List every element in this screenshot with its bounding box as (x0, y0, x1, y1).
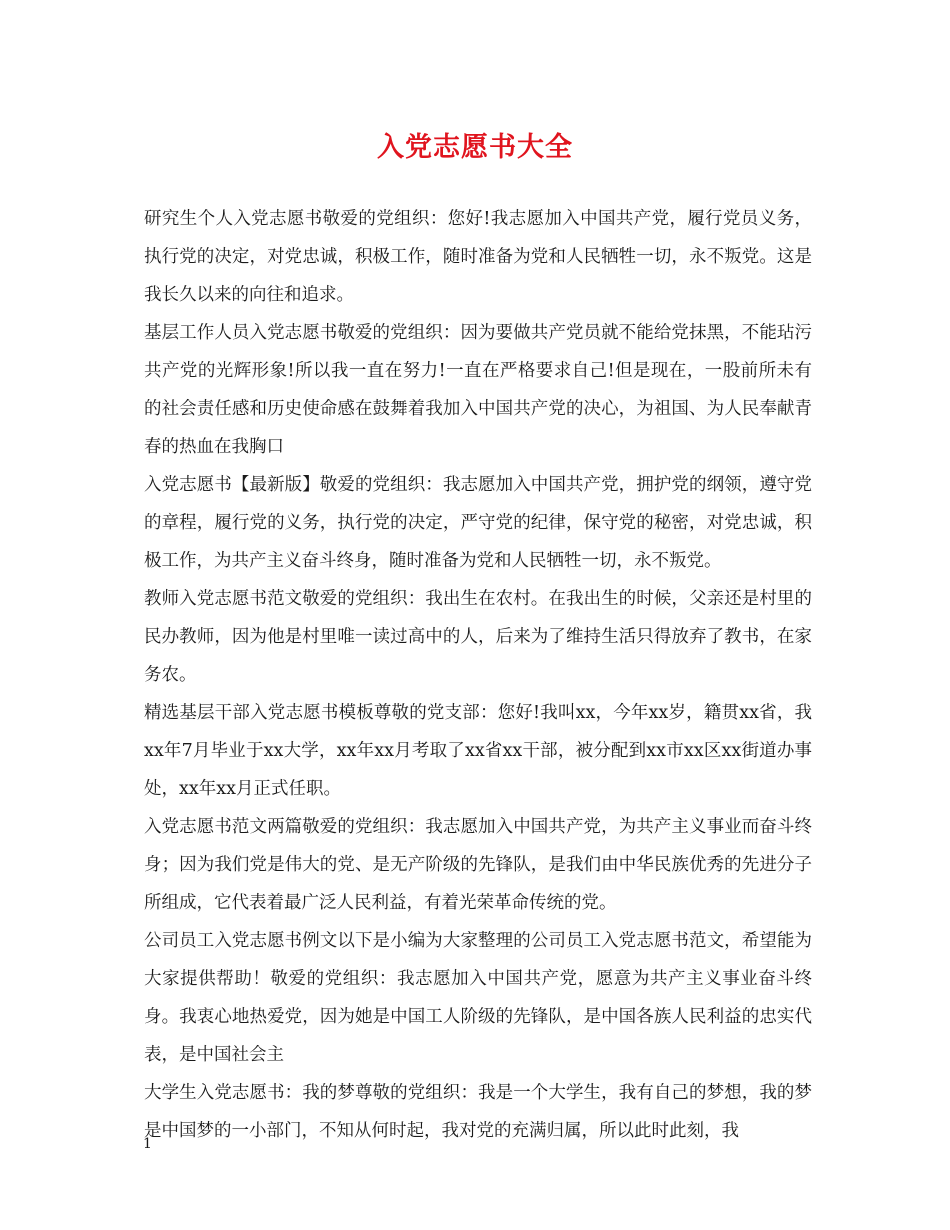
paragraph: 入党志愿书【最新版】敬爱的党组织：我志愿加入中国共产党，拥护党的纲领，遵守党的章程，履行党的义务，执行党的决定，严守党的纪律，保守党的秘密，对党忠诚，积极工作，为共产主义奋斗终身，随时准备为党和人民牺牲一切，永不叛党。 (144, 475, 812, 571)
paragraph: 入党志愿书范文两篇敬爱的党组织：我志愿加入中国共产党，为共产主义事业而奋斗终身；因为我们党是伟大的党、是无产阶级的先锋队，是我们由中华民族优秀的先进分子所组成，它代表着最广泛人民利益，有着光荣革命传统的党。 (144, 817, 812, 913)
paragraph: 研究生个人入党志愿书敬爱的党组织：您好!我志愿加入中国共产党，履行党员义务，执行党的决定，对党忠诚，积极工作，随时准备为党和人民牺牲一切，永不叛党。这是我长久以来的向往和追求。 (144, 209, 812, 305)
paragraph: 教师入党志愿书范文敬爱的党组织：我出生在农村。在我出生的时候，父亲还是村里的民办教师，因为他是村里唯一读过高中的人，后来为了维持生活只得放弃了教书，在家务农。 (144, 589, 812, 685)
paragraph: 基层工作人员入党志愿书敬爱的党组织：因为要做共产党员就不能给党抹黑，不能玷污共产党的光辉形象!所以我一直在努力!一直在严格要求自己!但是现在，一股前所未有的社会责任感和历史使命感在鼓舞着我加入中国共产党的决心，为祖国、为人民奉献青春的热血在我胸口 (144, 323, 812, 457)
document-title: 入党志愿书大全 (377, 132, 573, 163)
document-body (144, 200, 812, 1150)
paragraph: 大学生入党志愿书：我的梦尊敬的党组织：我是一个大学生，我有自己的梦想，我的梦是中国梦的一小部门，不知从何时起，我对党的充满归属，所以此时此刻，我 (144, 1083, 812, 1141)
paragraph: 精选基层干部入党志愿书模板尊敬的党支部：您好!我叫xx，今年xx岁，籍贯xx省，我xx年7月毕业于xx大学，xx年xx月考取了xx省xx干部，被分配到xx市xx区xx街道办事处，xx年xx月正式任职。 (144, 703, 812, 799)
paragraph: 公司员工入党志愿书例文以下是小编为大家整理的公司员工入党志愿书范文，希望能为大家提供帮助！敬爱的党组织：我志愿加入中国共产党，愿意为共产主义事业奋斗终身。我衷心地热爱党，因为她是中国工人阶级的先锋队，是中国各族人民利益的忠实代表，是中国社会主 (144, 931, 812, 1065)
page-number: 1 (143, 1136, 152, 1152)
